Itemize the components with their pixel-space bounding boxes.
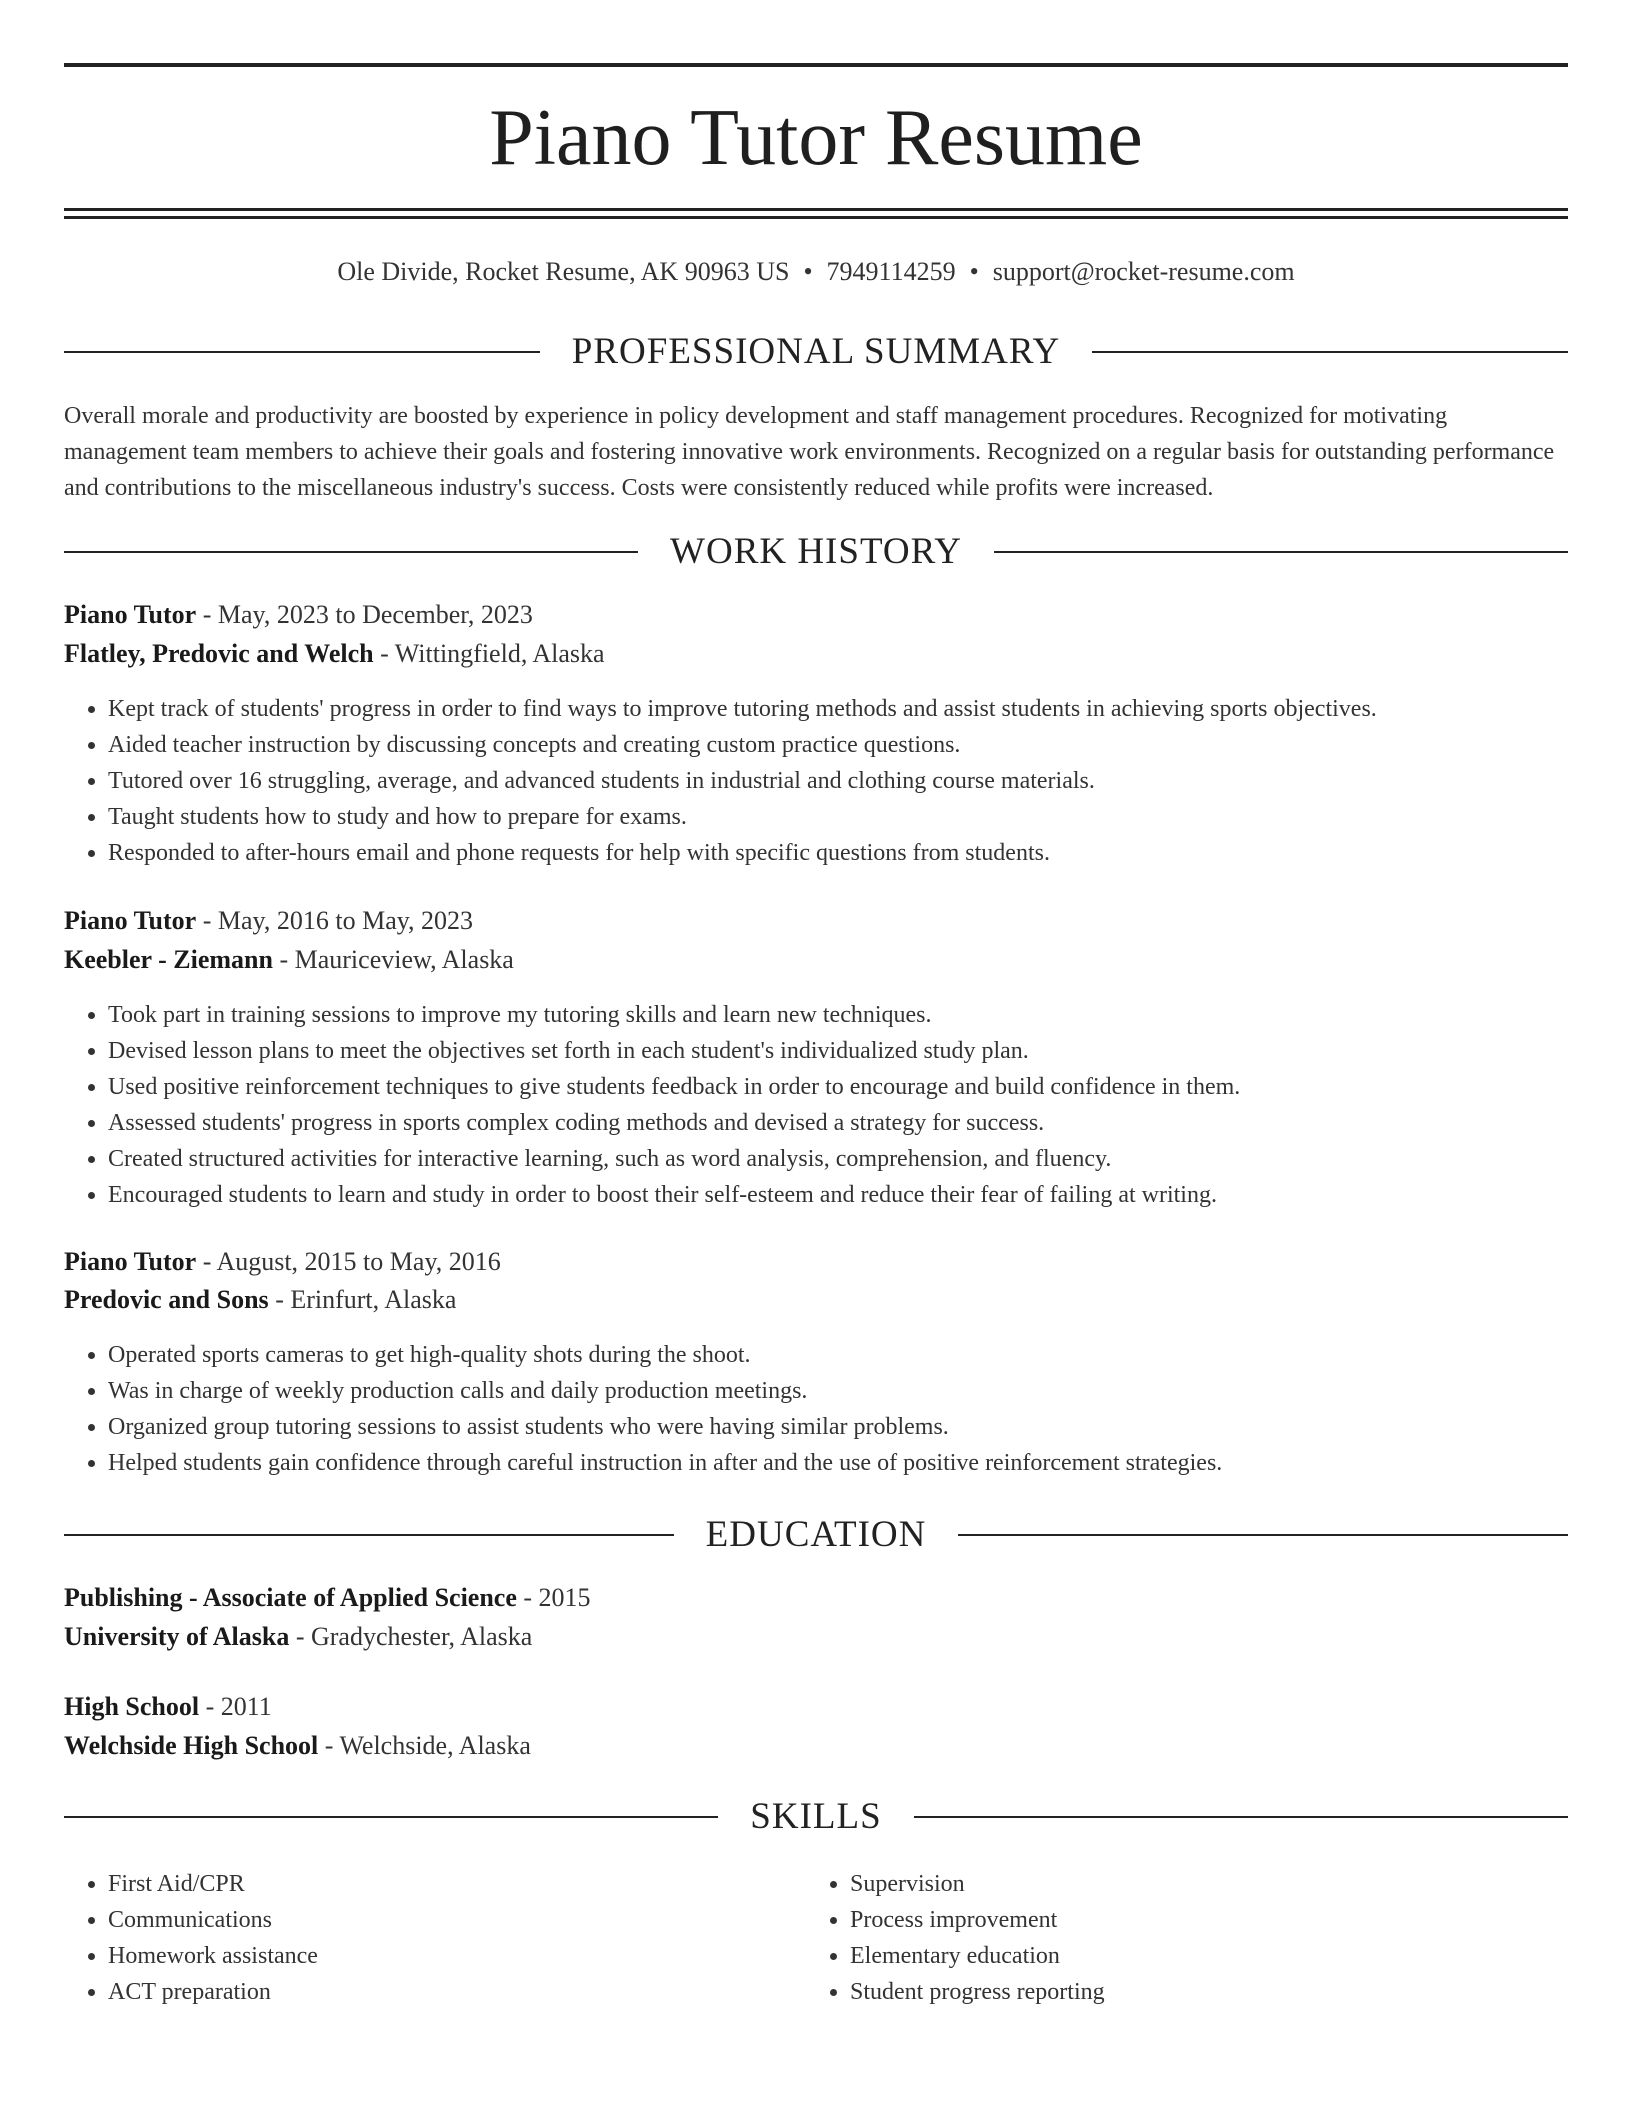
section-heading-education xyxy=(64,1513,1568,1557)
heading-rule-left xyxy=(64,1534,674,1536)
list-item: • Assessed students' progress in sports complex coding methods and devised a strategy for success. xyxy=(108,1105,1612,1141)
top-rule xyxy=(64,63,1568,67)
contact-separator: • xyxy=(969,257,979,286)
skill-item: • Process improvement xyxy=(850,1902,1550,1938)
heading-rule-right xyxy=(914,1816,1568,1818)
heading-rule-right xyxy=(958,1534,1568,1536)
title-rule-upper xyxy=(64,208,1568,211)
education-school-line xyxy=(64,1729,1568,1763)
section-title: WORK HISTORY xyxy=(670,531,962,572)
job-company-line xyxy=(64,943,1568,977)
skill-item: • First Aid/CPR xyxy=(108,1866,808,1902)
list-item: • Tutored over 16 struggling, average, and advanced students in industrial and clothing course materials. xyxy=(108,763,1612,799)
section-heading-skills xyxy=(64,1795,1568,1839)
education-year: - 2011 xyxy=(199,1692,272,1721)
job-company: Predovic and Sons xyxy=(64,1285,269,1314)
job-bullet-list xyxy=(64,997,1612,1213)
job-location: - Mauriceview, Alaska xyxy=(272,945,514,974)
list-item: • Taught students how to study and how to prepare for exams. xyxy=(108,799,1612,835)
list-item: • Operated sports cameras to get high-quality shots during the shoot. xyxy=(108,1337,1612,1373)
list-item: • Encouraged students to learn and study in order to boost their self-esteem and reduce their fear of failing at writing. xyxy=(108,1177,1612,1213)
skill-item: • Homework assistance xyxy=(108,1938,808,1974)
list-item: • Used positive reinforcement techniques to give students feedback in order to encourage and build confidence in them. xyxy=(108,1069,1612,1105)
job-bullet-list xyxy=(64,691,1612,871)
list-item: • Aided teacher instruction by discussing concepts and creating custom practice questions. xyxy=(108,727,1612,763)
contact-address: Ole Divide, Rocket Resume, AK 90963 US xyxy=(337,257,790,286)
education-school: Welchside High School xyxy=(64,1731,319,1760)
job-dates: - May, 2016 to May, 2023 xyxy=(196,906,474,935)
education-degree-line xyxy=(64,1581,1568,1615)
list-item: • Devised lesson plans to meet the objectives set forth in each student's individualized study plan. xyxy=(108,1033,1612,1069)
section-title: PROFESSIONAL SUMMARY xyxy=(571,331,1061,372)
list-item: • Helped students gain confidence through careful instruction in after and the use of positive reinforcement strategies. xyxy=(108,1445,1612,1481)
education-school-line xyxy=(64,1620,1568,1654)
skill-item: • Communications xyxy=(108,1902,808,1938)
heading-rule-left xyxy=(64,551,638,553)
contact-email[interactable]: support@rocket-resume.com xyxy=(992,257,1295,286)
job-title-line xyxy=(64,598,1568,632)
list-item: • Kept track of students' progress in order to find ways to improve tutoring methods and assist students in achieving sports objectives. xyxy=(108,691,1612,727)
title-rule-lower xyxy=(64,216,1568,219)
job-role: Piano Tutor xyxy=(64,1247,197,1276)
heading-rule-right xyxy=(1092,351,1568,353)
heading-rule-right xyxy=(994,551,1568,553)
contact-phone: 7949114259 xyxy=(826,257,956,286)
list-item: • Took part in training sessions to improve my tutoring skills and learn new techniques. xyxy=(108,997,1612,1033)
education-degree-line xyxy=(64,1690,1568,1724)
job-company: Flatley, Predovic and Welch xyxy=(64,639,374,668)
job-company: Keebler - Ziemann xyxy=(64,945,273,974)
job-role: Piano Tutor xyxy=(64,600,197,629)
skill-item: • Elementary education xyxy=(850,1938,1550,1974)
job-role: Piano Tutor xyxy=(64,906,197,935)
list-item: • Responded to after-hours email and phone requests for help with specific questions from students. xyxy=(108,835,1612,871)
education-year: - 2015 xyxy=(516,1583,591,1612)
summary-text: Overall morale and productivity are boosted by experience in policy development and staff management procedures. Recognized for motivating management team members to achieve their goals and fostering innovative work environments. Recognized on a regular basis for outstanding performance and contributions to the miscellaneous industry's success. Costs were consistently reduced while profits were increased. xyxy=(64,403,1555,501)
job-bullet-list xyxy=(64,1337,1612,1481)
job-location: - Erinfurt, Alaska xyxy=(268,1285,457,1314)
heading-rule-left xyxy=(64,351,540,353)
section-heading-work-history xyxy=(64,530,1568,574)
list-item: • Created structured activities for interactive learning, such as word analysis, comprehension, and fluency. xyxy=(108,1141,1612,1177)
skills-list-left xyxy=(64,1866,808,2010)
section-title: EDUCATION xyxy=(705,1514,927,1555)
resume-title: Piano Tutor Resume xyxy=(489,94,1143,182)
education-degree: High School xyxy=(64,1692,200,1721)
skill-item: • Supervision xyxy=(850,1866,1550,1902)
skill-item: • ACT preparation xyxy=(108,1974,808,2010)
job-company-line xyxy=(64,637,1568,671)
job-title-line xyxy=(64,1245,1568,1279)
contact-line xyxy=(64,255,1568,289)
section-heading-summary xyxy=(64,330,1568,374)
list-item: • Organized group tutoring sessions to assist students who were having similar problems. xyxy=(108,1409,1612,1445)
skills-list-right xyxy=(806,1866,1550,2010)
list-item: • Was in charge of weekly production calls and daily production meetings. xyxy=(108,1373,1612,1409)
job-dates: - August, 2015 to May, 2016 xyxy=(196,1247,501,1276)
job-company-line xyxy=(64,1283,1568,1317)
education-school: University of Alaska xyxy=(64,1622,290,1651)
title-double-rule xyxy=(64,208,1568,220)
skill-item: • Student progress reporting xyxy=(850,1974,1550,2010)
education-location: - Welchside, Alaska xyxy=(318,1731,531,1760)
job-dates: - May, 2023 to December, 2023 xyxy=(196,600,533,629)
education-location: - Gradychester, Alaska xyxy=(289,1622,533,1651)
contact-separator: • xyxy=(803,257,813,286)
section-title: SKILLS xyxy=(750,1796,882,1837)
education-degree: Publishing - Associate of Applied Science xyxy=(64,1583,517,1612)
job-title-line xyxy=(64,904,1568,938)
job-location: - Wittingfield, Alaska xyxy=(373,639,605,668)
heading-rule-left xyxy=(64,1816,718,1818)
